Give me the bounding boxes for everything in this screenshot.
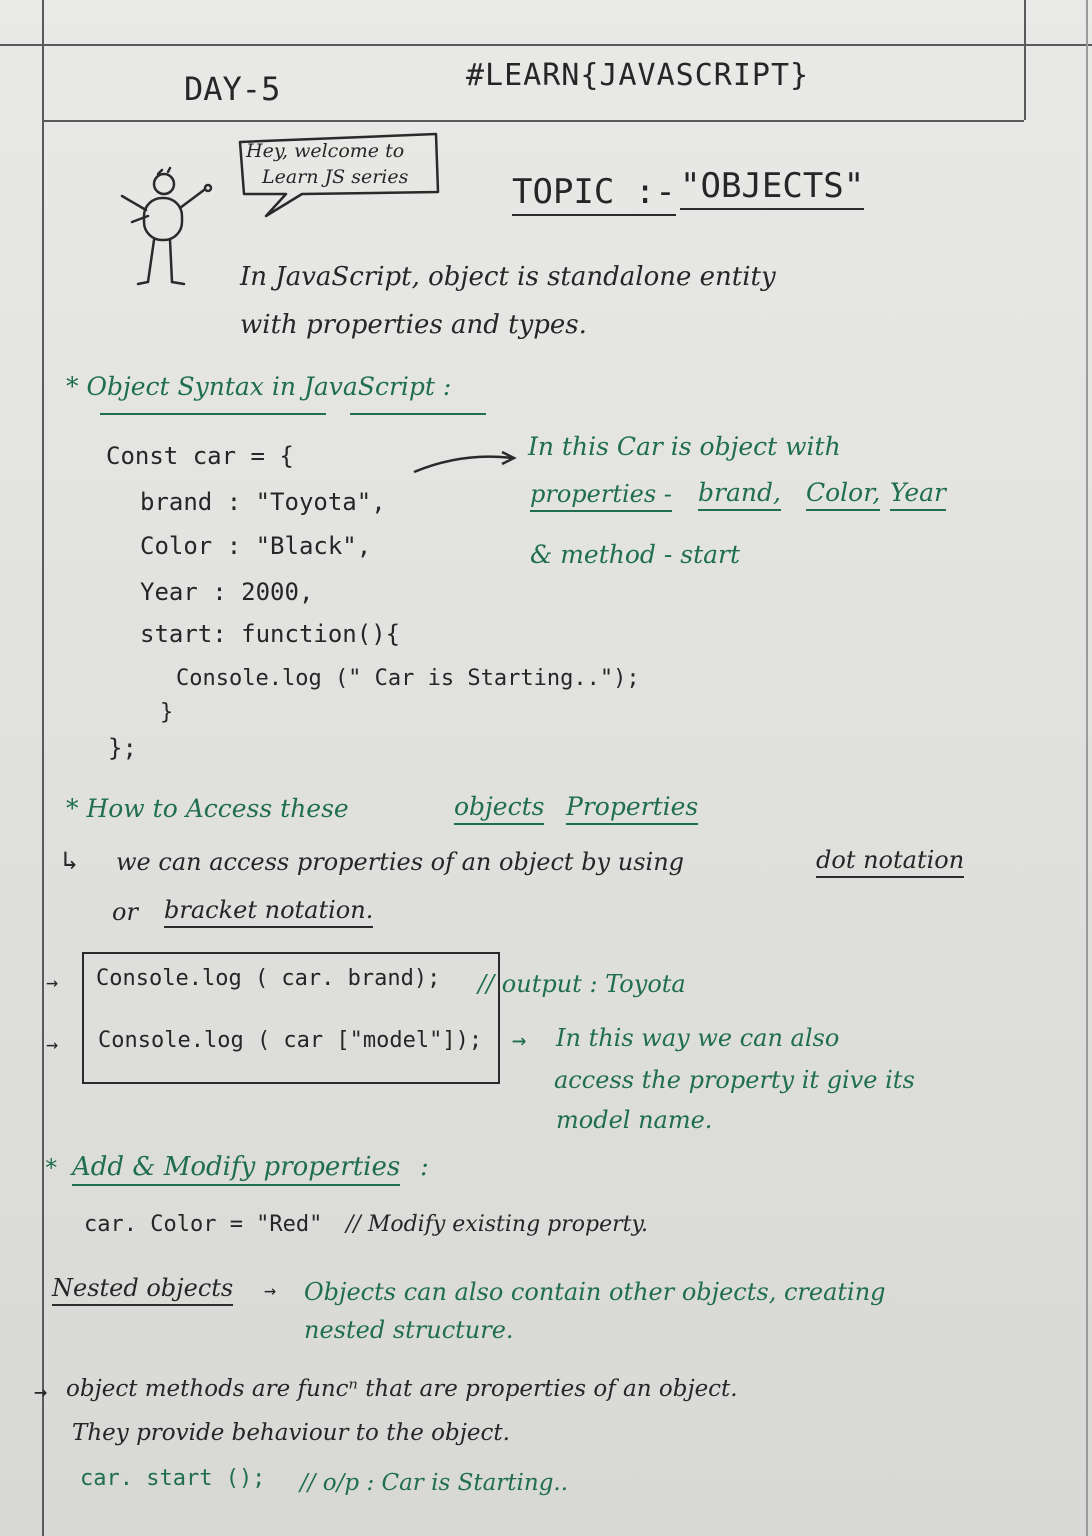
access-code-2-note-1: In this way we can also	[556, 1024, 840, 1052]
access-code-2-note-3: model name.	[556, 1106, 713, 1134]
methods-code: car. start ();	[80, 1466, 266, 1491]
speech-line-2: Learn JS series	[262, 166, 409, 188]
code-line-7: }	[160, 700, 174, 725]
arrow-right-icon	[412, 448, 518, 478]
access-code-2: Console.log ( car ["model"]);	[98, 1028, 483, 1053]
code-line-8: };	[108, 734, 137, 762]
access-desc-bracket-notation: bracket notation.	[164, 896, 373, 928]
access-code-2-note-2: access the property it give its	[554, 1066, 915, 1094]
access-code-1-comment: // output : Toyota	[478, 970, 686, 998]
modify-heading-tail: :	[420, 1152, 429, 1182]
bullet-arrow-icon-2: →	[46, 1032, 59, 1056]
code-line-6: Console.log (" Car is Starting..");	[176, 666, 640, 691]
topic-label: TOPIC :-	[512, 172, 676, 216]
code-line-3: Color : "Black",	[140, 532, 372, 560]
syntax-note-line-3: & method - start	[530, 540, 741, 569]
methods-line-2: They provide behaviour to the object.	[72, 1420, 510, 1446]
methods-arrow-icon: →	[34, 1380, 48, 1405]
intro-desc-line-1: In JavaScript, object is standalone entity	[240, 262, 776, 292]
speech-line-1: Hey, welcome to	[246, 140, 405, 162]
header-rule-top	[0, 44, 1092, 46]
margin-line-right	[1024, 0, 1026, 120]
access-code-1: Console.log ( car. brand);	[96, 966, 441, 991]
day-label: DAY-5	[184, 70, 281, 108]
code-line-4: Year : 2000,	[140, 578, 314, 606]
margin-line-left	[42, 0, 44, 1536]
stick-figure-icon	[112, 162, 220, 290]
syntax-heading: * Object Syntax in JavaScript :	[66, 372, 452, 401]
code-line-5: start: function(){	[140, 620, 401, 648]
nested-line-1: Objects can also contain other objects, creating	[304, 1278, 886, 1306]
access-desc-or: or	[112, 898, 138, 926]
modify-heading: Add & Modify properties	[72, 1152, 400, 1186]
access-desc-line-1: we can access properties of an object by using	[116, 848, 685, 876]
methods-comment: // o/p : Car is Starting..	[300, 1470, 569, 1496]
edge-line-right	[1086, 0, 1088, 1536]
modify-bullet: *	[44, 1154, 59, 1182]
series-tag: #LEARN{JAVASCRIPT}	[466, 58, 810, 93]
syntax-heading-underline-1	[100, 413, 326, 415]
nested-arrow-icon: →	[264, 1278, 277, 1302]
access-heading-prefix: * How to Access these	[66, 794, 349, 823]
syntax-note-prop-year: Year	[890, 478, 946, 511]
nested-label: Nested objects	[52, 1274, 233, 1306]
topic-value: "OBJECTS"	[680, 166, 864, 210]
return-arrow-icon: ↳	[62, 846, 78, 876]
syntax-note-prop-brand: brand,	[698, 478, 781, 511]
modify-code: car. Color = "Red"	[84, 1212, 323, 1237]
header-rule-bottom	[44, 120, 1024, 122]
code-line-1: Const car = {	[106, 442, 294, 470]
syntax-note-line-1: In this Car is object with	[528, 432, 841, 461]
arrow-right-icon-2: →	[512, 1026, 527, 1054]
code-line-2: brand : "Toyota",	[140, 488, 386, 516]
methods-line-1: object methods are funcⁿ that are properties of an object.	[66, 1376, 738, 1402]
syntax-note-prop-color: Color,	[806, 478, 880, 511]
nested-line-2: nested structure.	[304, 1316, 514, 1344]
access-desc-dot-notation: dot notation	[816, 846, 964, 878]
access-heading-objects: objects	[454, 792, 544, 825]
modify-comment: // Modify existing property.	[346, 1212, 648, 1237]
intro-desc-line-2: with properties and types.	[240, 310, 587, 340]
syntax-note-props-label: properties -	[530, 480, 672, 512]
syntax-heading-underline-2	[350, 413, 486, 415]
bullet-arrow-icon-1: →	[46, 970, 59, 994]
access-heading-properties: Properties	[566, 792, 698, 825]
